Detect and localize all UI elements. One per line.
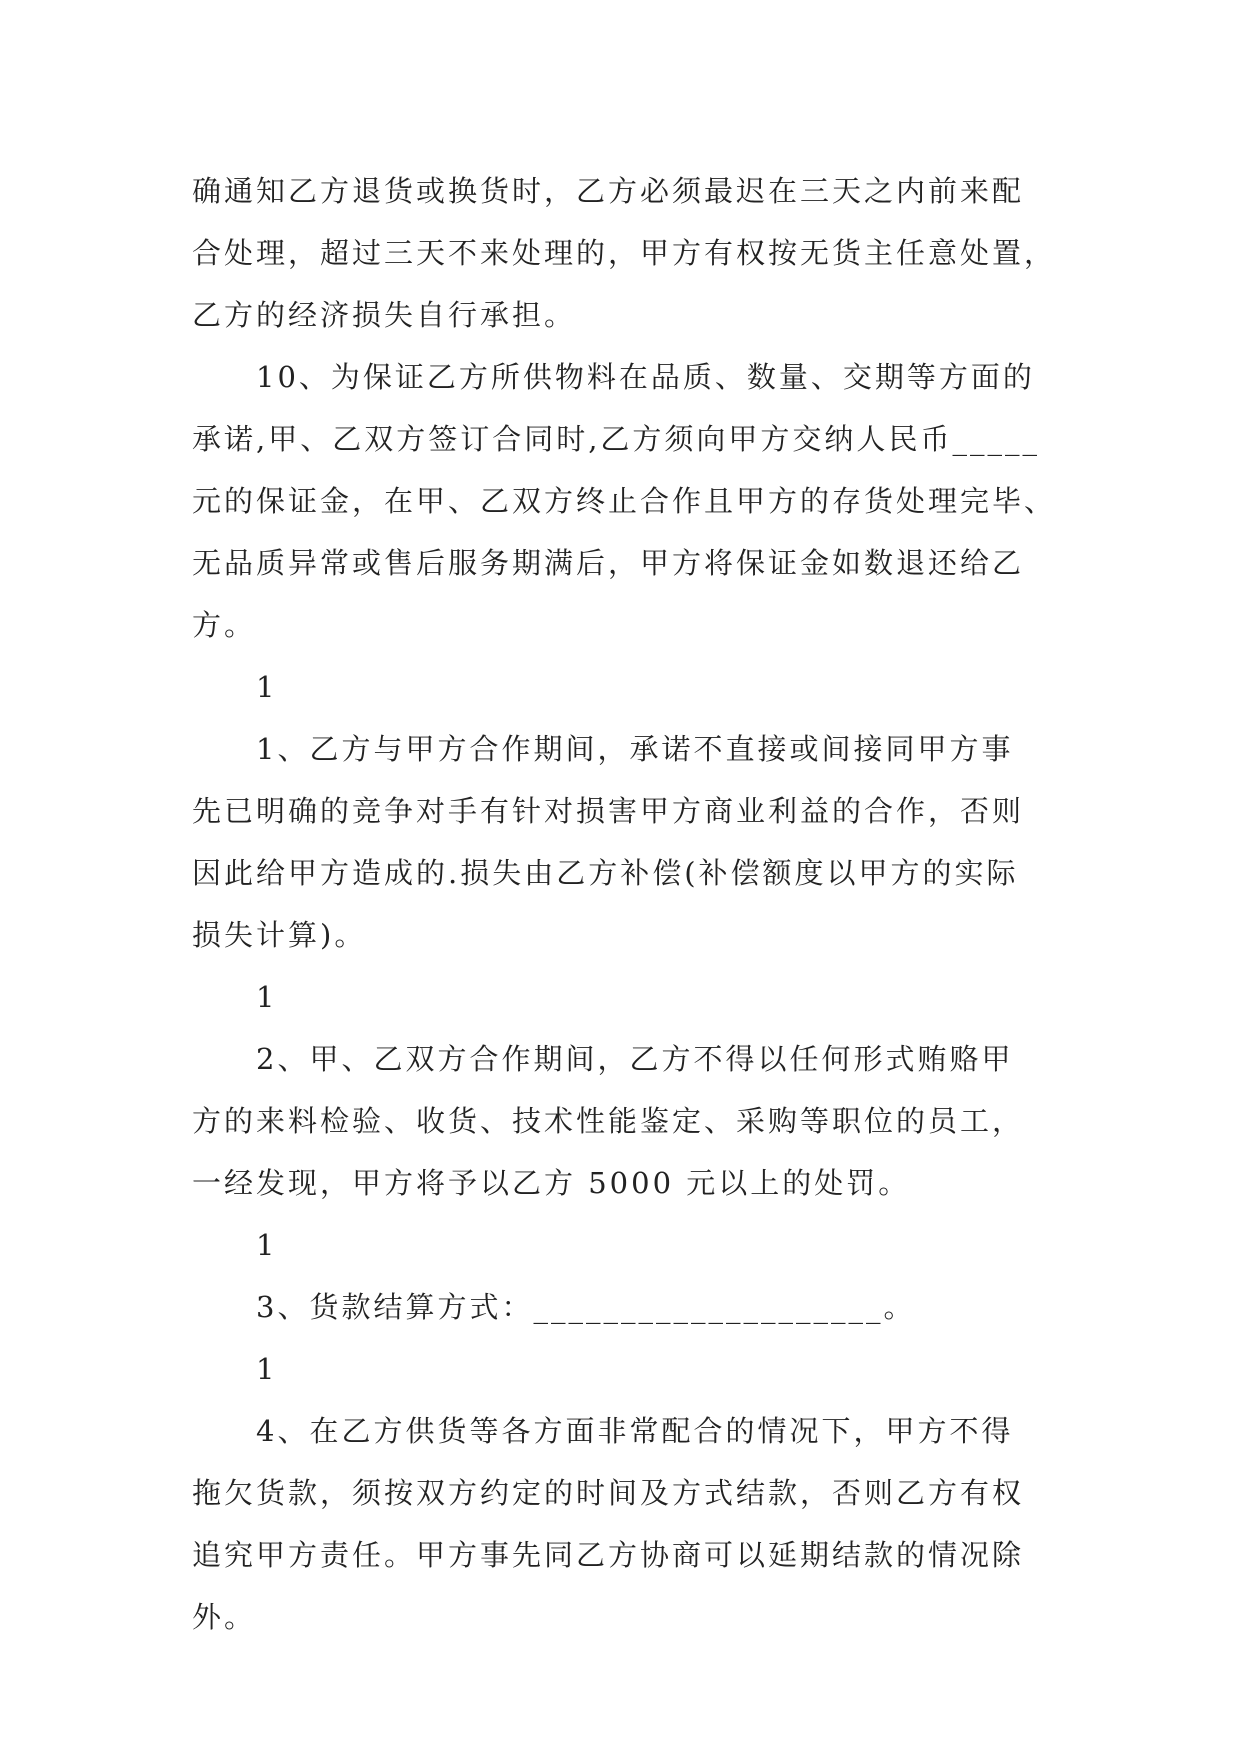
text-line: 先已明确的竞争对手有针对损害甲方商业利益的合作，否则 bbox=[192, 794, 1025, 828]
text-line: 一经发现，甲方将予以乙方 5000 元以上的处罚。 bbox=[192, 1166, 911, 1200]
text-line: 1、乙方与甲方合作期间，承诺不直接或间接同甲方事 bbox=[192, 732, 1014, 766]
text-line: 4、在乙方供货等各方面非常配合的情况下，甲方不得 bbox=[192, 1414, 1014, 1448]
text-line: 2、甲、乙双方合作期间，乙方不得以任何形式贿赂甲 bbox=[192, 1042, 1014, 1076]
text-line: 乙方的经济损失自行承担。 bbox=[192, 298, 577, 332]
text-line: 1 bbox=[192, 980, 278, 1014]
text-line: 外。 bbox=[192, 1600, 257, 1634]
text-line: 1 bbox=[192, 1352, 278, 1386]
text-line: 承诺,甲、乙双方签订合同时,乙方须向甲方交纳人民币_____ bbox=[192, 422, 1040, 456]
text-line: 方的来料检验、收货、技术性能鉴定、采购等职位的员工， bbox=[192, 1104, 1025, 1138]
text-line: 因此给甲方造成的.损失由乙方补偿(补偿额度以甲方的实际 bbox=[192, 856, 1019, 890]
text-line: 1 bbox=[192, 670, 278, 704]
text-line: 1 bbox=[192, 1228, 278, 1262]
text-line: 3、货款结算方式：____________________。 bbox=[192, 1290, 916, 1324]
text-line: 无品质异常或售后服务期满后，甲方将保证金如数退还给乙 bbox=[192, 546, 1025, 580]
text-line: 方。 bbox=[192, 608, 257, 642]
text-line: 损失计算)。 bbox=[192, 918, 367, 952]
text-line: 合处理，超过三天不来处理的，甲方有权按无货主任意处置， bbox=[192, 236, 1057, 270]
text-line: 确通知乙方退货或换货时，乙方必须最迟在三天之内前来配 bbox=[192, 174, 1025, 208]
text-line: 拖欠货款，须按双方约定的时间及方式结款，否则乙方有权 bbox=[192, 1476, 1025, 1510]
document-body bbox=[192, 160, 1072, 1648]
text-line: 10、为保证乙方所供物料在品质、数量、交期等方面的 bbox=[192, 360, 1035, 394]
text-line: 追究甲方责任。甲方事先同乙方协商可以延期结款的情况除 bbox=[192, 1538, 1025, 1572]
text-line: 元的保证金，在甲、乙双方终止合作且甲方的存货处理完毕、 bbox=[192, 484, 1057, 518]
